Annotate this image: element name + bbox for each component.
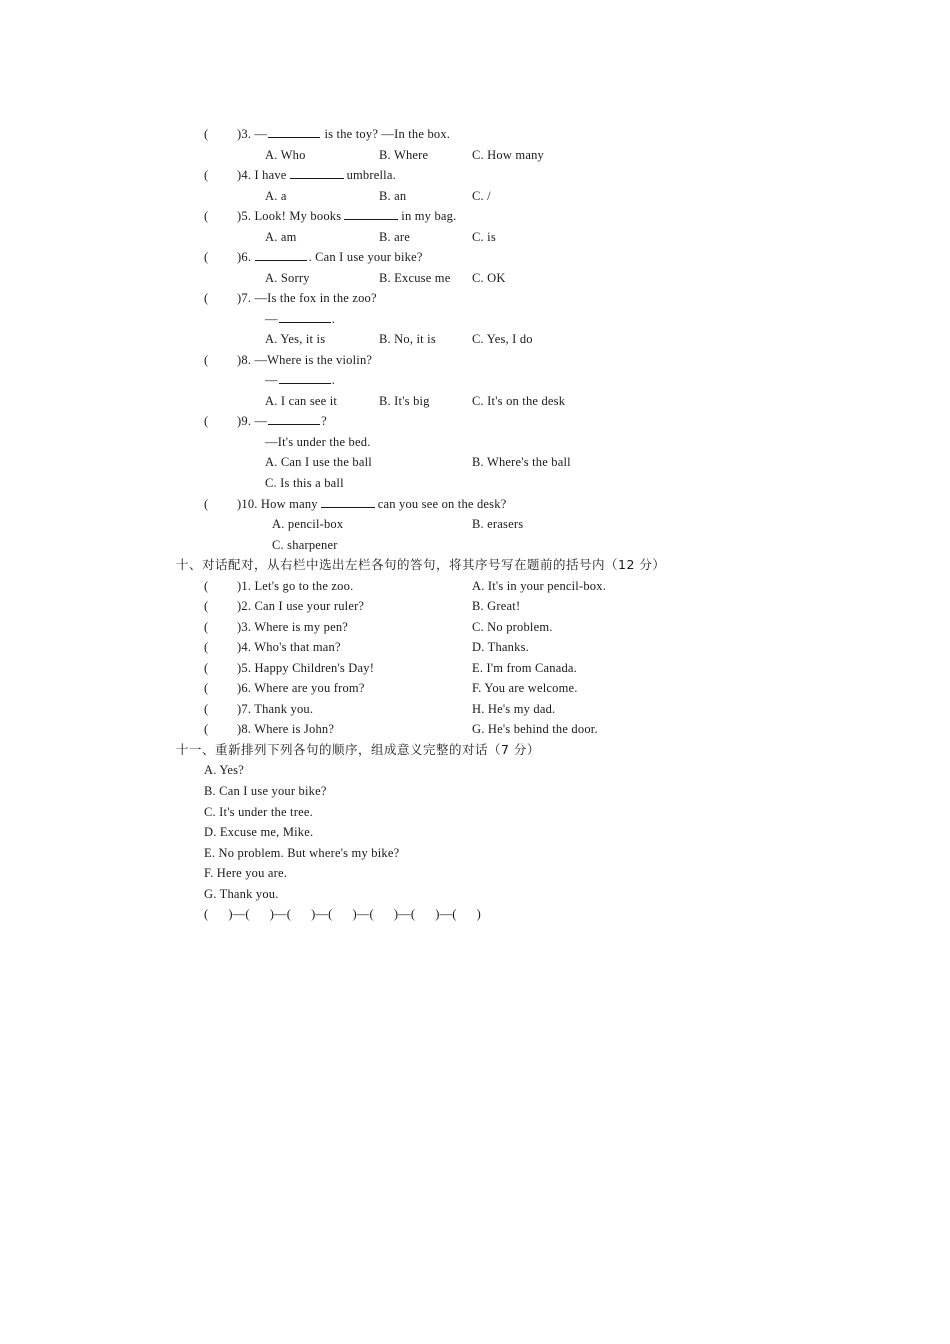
order-item-a: A. Yes? — [204, 763, 244, 777]
match-8-left: )8. Where is John? — [237, 722, 335, 736]
section-10-heading: 十、对话配对，从右栏中选出左栏各句的答句，将其序号写在题前的括号内（12 分） — [176, 557, 666, 572]
match-7-right: H. He's my dad. — [472, 702, 556, 716]
q6-option-a: A. Sorry — [265, 271, 310, 285]
match-8-paren: ( — [204, 722, 209, 736]
q6-option-b: B. Excuse me — [379, 271, 451, 285]
order-item-f: F. Here you are. — [204, 866, 288, 880]
q9-paren: ( — [204, 414, 209, 428]
q5-stem: )5. Look! My books in my bag. — [237, 209, 457, 223]
q9-option-a: A. Can I use the ball — [265, 455, 372, 469]
match-1-right: A. It's in your pencil-box. — [472, 579, 607, 593]
q6-paren: ( — [204, 250, 209, 264]
answer-blank[interactable] — [279, 372, 331, 384]
match-3-left: )3. Where is my pen? — [237, 620, 349, 634]
q10-option-b: B. erasers — [472, 517, 524, 531]
match-6-paren: ( — [204, 681, 209, 695]
q9-reply: —It's under the bed. — [265, 435, 371, 449]
q4-option-b: B. an — [379, 189, 407, 203]
answer-blank[interactable] — [255, 249, 307, 261]
q3-paren: ( — [204, 127, 209, 141]
q6-option-c: C. OK — [472, 271, 506, 285]
answer-blank[interactable] — [268, 126, 320, 138]
q9-stem: )9. — ? — [237, 414, 327, 428]
q8-option-a: A. I can see it — [265, 394, 338, 408]
q7-paren: ( — [204, 291, 209, 305]
answer-blank[interactable] — [321, 496, 375, 508]
q3-option-c: C. How many — [472, 148, 544, 162]
match-3-right: C. No problem. — [472, 620, 553, 634]
answer-blank[interactable] — [290, 167, 344, 179]
q4-stem: )4. I have umbrella. — [237, 168, 396, 182]
q10-stem: )10. How many can you see on the desk? — [237, 497, 507, 511]
match-5-left: )5. Happy Children's Day! — [237, 661, 375, 675]
q9-option-b: B. Where's the ball — [472, 455, 571, 469]
q8-stem: )8. —Where is the violin? — [237, 353, 373, 367]
q7-answer-line: — . — [265, 312, 336, 326]
match-5-paren: ( — [204, 661, 209, 675]
order-answer-line[interactable]: ( )—( )—( )—( )—( )—( )—( ) — [204, 907, 481, 921]
order-item-d: D. Excuse me, Mike. — [204, 825, 314, 839]
order-item-e: E. No problem. But where's my bike? — [204, 846, 400, 860]
q7-option-a: A. Yes, it is — [265, 332, 326, 346]
match-2-paren: ( — [204, 599, 209, 613]
match-7-paren: ( — [204, 702, 209, 716]
q5-option-a: A. am — [265, 230, 297, 244]
match-2-left: )2. Can I use your ruler? — [237, 599, 365, 613]
order-item-g: G. Thank you. — [204, 887, 279, 901]
q10-option-c: C. sharpener — [272, 538, 338, 552]
match-6-right: F. You are welcome. — [472, 681, 578, 695]
q6-stem: )6. . Can I use your bike? — [237, 250, 423, 264]
match-2-right: B. Great! — [472, 599, 521, 613]
q5-paren: ( — [204, 209, 209, 223]
match-4-paren: ( — [204, 640, 209, 654]
q4-option-c: C. / — [472, 189, 491, 203]
q4-option-a: A. a — [265, 189, 287, 203]
section-11-heading: 十一、重新排列下列各句的顺序，组成意义完整的对话（7 分） — [176, 742, 540, 757]
q8-answer-line: — . — [265, 373, 336, 387]
q8-paren: ( — [204, 353, 209, 367]
match-8-right: G. He's behind the door. — [472, 722, 598, 736]
match-4-right: D. Thanks. — [472, 640, 529, 654]
q7-stem: )7. —Is the fox in the zoo? — [237, 291, 377, 305]
answer-blank[interactable] — [279, 311, 331, 323]
q5-option-b: B. are — [379, 230, 411, 244]
q10-option-a: A. pencil-box — [272, 517, 344, 531]
answer-blank[interactable] — [268, 413, 320, 425]
q7-option-c: C. Yes, I do — [472, 332, 533, 346]
q3-stem: )3. — is the toy? —In the box. — [237, 127, 451, 141]
match-1-left: )1. Let's go to the zoo. — [237, 579, 354, 593]
q8-option-c: C. It's on the desk — [472, 394, 566, 408]
match-5-right: E. I'm from Canada. — [472, 661, 577, 675]
q9-option-c: C. Is this a ball — [265, 476, 344, 490]
match-4-left: )4. Who's that man? — [237, 640, 341, 654]
q8-option-b: B. It's big — [379, 394, 430, 408]
q5-option-c: C. is — [472, 230, 496, 244]
order-item-b: B. Can I use your bike? — [204, 784, 327, 798]
q3-option-a: A. Who — [265, 148, 306, 162]
q3-option-b: B. Where — [379, 148, 429, 162]
match-7-left: )7. Thank you. — [237, 702, 314, 716]
q10-paren: ( — [204, 497, 209, 511]
match-6-left: )6. Where are you from? — [237, 681, 365, 695]
match-3-paren: ( — [204, 620, 209, 634]
q7-option-b: B. No, it is — [379, 332, 436, 346]
q4-paren: ( — [204, 168, 209, 182]
answer-blank[interactable] — [344, 208, 398, 220]
order-item-c: C. It's under the tree. — [204, 805, 313, 819]
match-1-paren: ( — [204, 579, 209, 593]
